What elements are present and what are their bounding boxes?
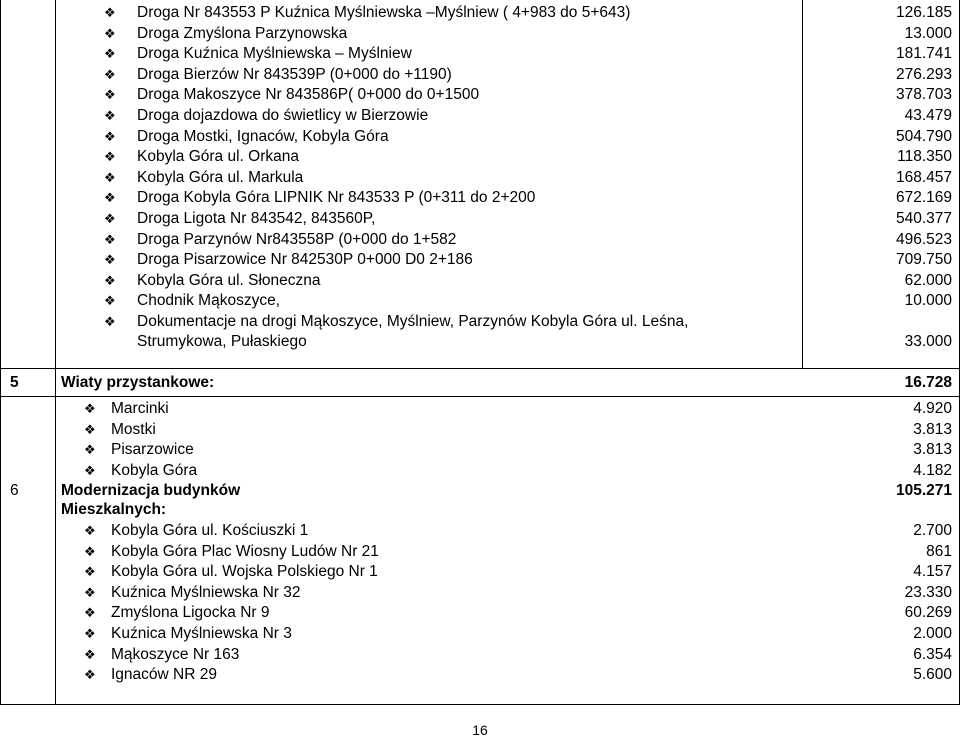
list-item xyxy=(0,623,960,644)
list-item xyxy=(0,249,960,270)
item-label: Marcinki xyxy=(111,400,169,417)
list-item xyxy=(0,419,960,440)
diamond-bullet-icon: ❖ xyxy=(104,46,116,62)
list-item-continuation xyxy=(0,331,960,352)
item-label: Droga Parzynów Nr843558P (0+000 do 1+582 xyxy=(137,230,457,248)
item-label: Dokumentacje na drogi Mąkoszyce, Myślniew, Parzynów Kobyla Góra ul. Leśna, xyxy=(137,313,689,330)
list-item xyxy=(0,43,960,64)
item-label: Droga Kuźnica Myślniewska – Myślniew xyxy=(137,45,412,63)
item-value: 2.700 xyxy=(913,522,952,539)
section-total: 16.728 xyxy=(904,374,952,391)
item-label: Kuźnica Myślniewska Nr 32 xyxy=(111,583,301,601)
list-item xyxy=(0,520,960,541)
item-value: 43.479 xyxy=(904,107,952,124)
item-label-cont: Strumykowa, Pułaskiego xyxy=(137,333,307,350)
list-item xyxy=(0,290,960,311)
item-value: 23.330 xyxy=(904,583,952,601)
section-number: 6 xyxy=(10,482,19,499)
list-item xyxy=(0,460,960,481)
item-label: Kobyla Góra xyxy=(111,461,198,479)
diamond-bullet-icon: ❖ xyxy=(104,108,116,123)
list-item xyxy=(0,167,960,188)
list-item xyxy=(0,541,960,562)
section-total: 105.271 xyxy=(895,482,952,499)
item-label: Kobyla Góra ul. Wojska Polskiego Nr 1 xyxy=(111,563,378,581)
item-label: Droga Mostki, Ignaców, Kobyla Góra xyxy=(137,127,389,145)
diamond-bullet-icon: ❖ xyxy=(104,231,116,247)
list-item xyxy=(0,582,960,603)
diamond-bullet-icon: ❖ xyxy=(84,442,96,458)
item-value: 4.920 xyxy=(913,400,952,417)
item-label: Kobyla Góra ul. Słoneczna xyxy=(137,271,321,289)
item-value: 2.000 xyxy=(913,625,952,642)
item-value: 540.377 xyxy=(895,210,952,227)
item-label: Chodnik Mąkoszyce, xyxy=(137,292,281,310)
list-item xyxy=(0,270,960,291)
item-value: 6.354 xyxy=(913,645,952,663)
diamond-bullet-icon: ❖ xyxy=(84,421,96,437)
item-value: 10.000 xyxy=(904,292,952,310)
diamond-bullet-icon: ❖ xyxy=(104,169,116,185)
list-item xyxy=(0,208,960,229)
item-label: Droga Kobyla Góra LIPNIK Nr 843533 P (0+311 do 2+200 xyxy=(137,189,536,207)
diamond-bullet-icon: ❖ xyxy=(104,149,116,165)
list-item xyxy=(0,126,960,147)
diamond-bullet-icon: ❖ xyxy=(104,211,116,226)
list-item xyxy=(0,311,960,332)
item-label: Kobyla Góra ul. Kościuszki 1 xyxy=(111,522,309,539)
item-value: 168.457 xyxy=(895,168,952,186)
item-label: Kobyla Góra Plac Wiosny Ludów Nr 21 xyxy=(111,542,379,560)
diamond-bullet-icon: ❖ xyxy=(84,462,96,478)
section-title: Wiaty przystankowe: xyxy=(61,374,215,391)
item-value: 3.813 xyxy=(913,441,952,459)
item-value: 709.750 xyxy=(895,251,952,269)
item-value: 5.600 xyxy=(913,666,952,684)
item-label: Droga dojazdowa do świetlicy w Bierzowie xyxy=(137,107,429,124)
diamond-bullet-icon: ❖ xyxy=(104,293,116,309)
section-title: Modernizacja budynków xyxy=(61,482,241,499)
item-label: Kobyla Góra ul. Markula xyxy=(137,168,304,186)
item-label: Droga Bierzów Nr 843539P (0+000 do +1190) xyxy=(137,65,452,83)
item-label: Droga Makoszyce Nr 843586P( 0+000 do 0+1500 xyxy=(137,86,480,104)
list-item xyxy=(0,23,960,44)
item-label: Droga Zmyślona Parzynowska xyxy=(137,24,348,42)
list-item xyxy=(0,561,960,582)
page-number: 16 xyxy=(472,722,488,738)
row-divider-section5 xyxy=(0,368,960,369)
item-value: 378.703 xyxy=(895,86,952,104)
item-value: 861 xyxy=(926,542,952,560)
section-number: 5 xyxy=(10,374,19,391)
section-title-cont: Mieszkalnych: xyxy=(61,501,167,518)
diamond-bullet-icon: ❖ xyxy=(104,252,116,268)
list-item xyxy=(0,64,960,85)
diamond-bullet-icon: ❖ xyxy=(84,401,96,416)
list-item xyxy=(0,644,960,665)
diamond-bullet-icon: ❖ xyxy=(84,626,96,641)
diamond-bullet-icon: ❖ xyxy=(104,128,116,144)
diamond-bullet-icon: ❖ xyxy=(104,87,116,103)
item-value: 181.741 xyxy=(895,45,952,63)
list-item xyxy=(0,105,960,126)
item-value: 3.813 xyxy=(913,420,952,438)
diamond-bullet-icon: ❖ xyxy=(104,190,116,206)
item-value: 4.157 xyxy=(913,563,952,581)
item-value: 13.000 xyxy=(904,24,952,42)
item-label: Droga Ligota Nr 843542, 843560P, xyxy=(137,210,376,227)
diamond-bullet-icon: ❖ xyxy=(104,5,116,20)
list-item xyxy=(0,2,960,23)
item-label: Droga Pisarzowice Nr 842530P 0+000 D0 2+186 xyxy=(137,251,473,269)
item-label: Pisarzowice xyxy=(111,441,194,459)
item-label: Mostki xyxy=(111,420,156,438)
list-item xyxy=(0,398,960,419)
diamond-bullet-icon: ❖ xyxy=(104,314,116,329)
list-item xyxy=(0,187,960,208)
item-value: 672.169 xyxy=(895,189,952,207)
item-label: Mąkoszyce Nr 163 xyxy=(111,645,240,663)
diamond-bullet-icon: ❖ xyxy=(84,584,96,600)
item-label: Droga Nr 843553 P Kuźnica Myślniewska –Myślniew ( 4+983 do 5+643) xyxy=(137,4,631,21)
diamond-bullet-icon: ❖ xyxy=(84,605,96,621)
item-value: 60.269 xyxy=(904,604,952,622)
diamond-bullet-icon: ❖ xyxy=(84,564,96,580)
item-value: 496.523 xyxy=(895,230,952,248)
item-label: Kuźnica Myślniewska Nr 3 xyxy=(111,625,292,642)
item-label: Ignaców NR 29 xyxy=(111,666,217,684)
item-value: 504.790 xyxy=(895,127,952,145)
item-value: 276.293 xyxy=(895,65,952,83)
table-border-bottom xyxy=(0,704,960,705)
diamond-bullet-icon: ❖ xyxy=(84,646,96,662)
item-label: Zmyślona Ligocka Nr 9 xyxy=(111,604,270,622)
list-item xyxy=(0,146,960,167)
list-item xyxy=(0,84,960,105)
item-value: 118.350 xyxy=(897,148,952,166)
list-item xyxy=(0,229,960,250)
item-value: 126.185 xyxy=(895,4,952,21)
diamond-bullet-icon: ❖ xyxy=(84,667,96,683)
diamond-bullet-icon: ❖ xyxy=(104,272,116,288)
diamond-bullet-icon: ❖ xyxy=(84,523,96,538)
list-item xyxy=(0,602,960,623)
list-item xyxy=(0,439,960,460)
item-value: 62.000 xyxy=(904,271,952,289)
item-value: 4.182 xyxy=(913,461,952,479)
diamond-bullet-icon: ❖ xyxy=(104,25,116,41)
diamond-bullet-icon: ❖ xyxy=(104,66,116,82)
diamond-bullet-icon: ❖ xyxy=(84,543,96,559)
row-divider-section5-header xyxy=(0,396,960,397)
list-item xyxy=(0,664,960,685)
item-value: 33.000 xyxy=(904,333,952,350)
section6-header xyxy=(0,480,960,501)
item-label: Kobyla Góra ul. Orkana xyxy=(137,148,299,166)
section5-header xyxy=(0,372,960,393)
section6-header-cont xyxy=(0,499,960,520)
